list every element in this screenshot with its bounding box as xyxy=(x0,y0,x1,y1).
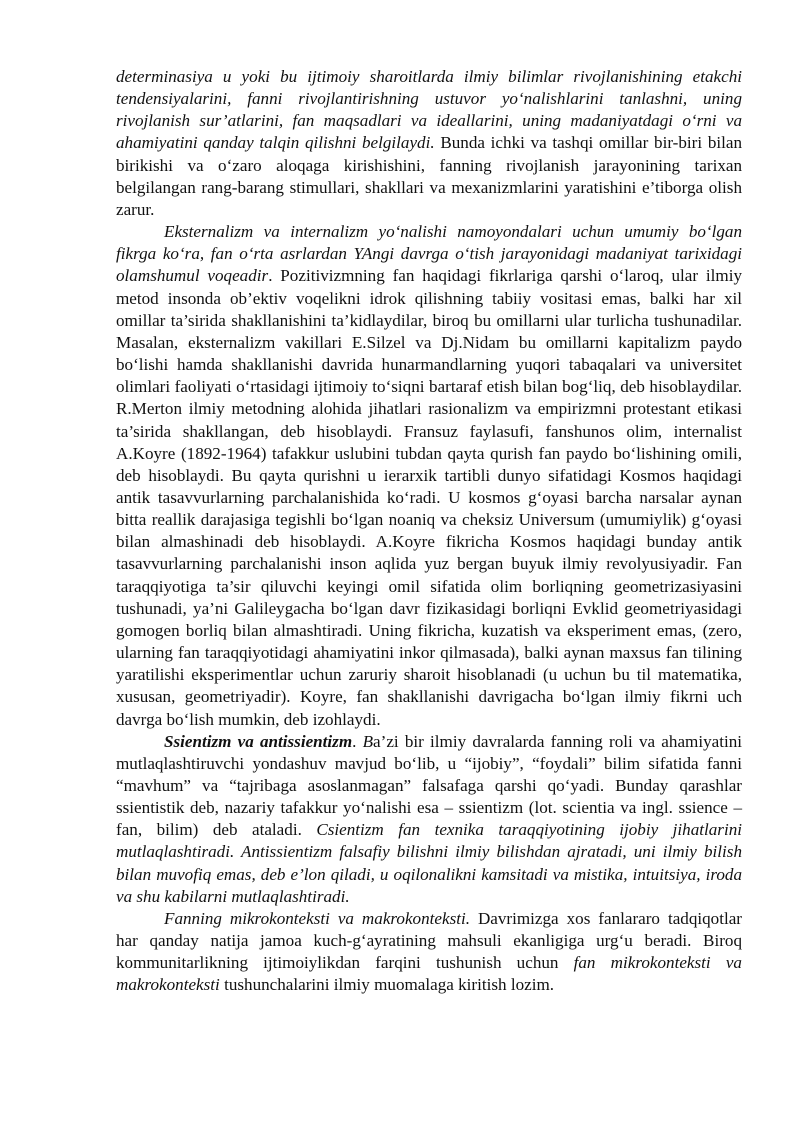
paragraph-3-italic-b: B xyxy=(362,731,374,751)
paragraph-4-italic-term: fan mikrokonteksti va makrokonteksti xyxy=(116,953,742,995)
paragraph-2-body: . Pozitivizmning fan haqidagi fikrlariga qarshi o‘laroq, ular ilmiy metod insonda ob’ektiv voqelikni idrok qilishning tabiiy vositasi emas, balki har xil omillar ta’sirida shakllanishini ta’kidlaydilar, biroq bu omillarni ular turlicha tushunadilar. Masalan, eksternalizm vakillari E.Silzel va Dj.Nidam bu omillarni kapitalizm paydo bo‘lishi hamda shakllanishi davrida hunarmandlarning yuqori tabaqalari va universitet olimlari faoliyati o‘rtasidagi ijtimoiy to‘siqni bartaraf etish bilan bog‘liq, deb hisoblaydilar. R.Merton ilmiy metodning alohida jihatlari rasionalizm va empirizmni protestant etikasi ta’sirida shakllangan, deb hisoblaydi. Fransuz faylasufi, fanshunos olim, internalist A.Koyre (1892-1964) tafakkur uslubini tubdan qayta qurish fan paydo bo‘lishining omili, deb hisoblaydi. Bu qayta qurishni u ierarxik tartibli dunyo sifatidagi Kosmos haqidagi antik tasavvurlarning parchalanishida ko‘radi. U kosmos g‘oyasi barcha narsalar aynan bitta reallik darajasiga tegishli bo‘lgan noaniq va cheksiz Universum (umumiylik) g‘oyasi bilan almashinadi deb hisoblaydi. A.Koyre fikricha Kosmos haqidagi bunday antik tasavvurlarning parchalanishi inson aqlida yuz bergan buyuk ilmiy revolyusiyadir. Fan taraqqiyotiga ta’sir qiluvchi keyingi omil sifatida olim borliqning geometrizasiyasini tushunadi, ya’ni Galileygacha bo‘lgan davr fizikasidagi borliqni Evklid geometriyasidagi gomogen borliq bilan almashtiradi. Uning fikricha, kuzatish va eksperiment emas, (zero, ularning fan taraqqiyotidagi ahamiyatini inkor qilmasada), balki aynan maxsus fan tilining yaratilishi eksperimentlar uchun zaruriy sharoit hisoblanadi (u uchun bu til matematika, xususan, geometriyadir). Koyre, fan shakllanishi davrigacha bo‘lgan ilmiy fikrni uch davrga bo‘lish mumkin, deb izohlaydi. xyxy=(116,266,742,729)
paragraph-3 xyxy=(116,731,742,908)
paragraph-1 xyxy=(116,66,742,221)
paragraph-3-text-b: a’zi bir ilmiy davralarda fanning roli va ahamiyatini mutlaqlashtiruvchi yondashuv mavjud bo‘lib, u “ijobiy”, “foydali” bilim sifatida fanni “mavhum” va “tajribaga asoslanmagan” falsafaga qarshi qo‘yadi. Bunday qarashlar ssientistik deb, nazariy tafakkur yo‘nalishi esa – ssientizm (lot. scientia va ingl. ssience – fan, bilim) deb ataladi. xyxy=(116,731,743,840)
paragraph-4-italic-lead: Fanning mikrokonteksti va makrokonteksti. xyxy=(164,908,470,928)
paragraph-2 xyxy=(116,221,742,731)
paragraph-1-body: Bunda ichki va tashqi omillar bir-biri bilan birikishi va o‘zaro aloqaga kirishishini, fanning rivojlanish jarayonining tarixan belgilangan rang-barang stimullari, shakllari va mexanizmlarini yaratishini e’tiborga olish zarur. xyxy=(116,133,742,219)
paragraph-3-heading: Ssientizm va antissientizm xyxy=(164,731,353,751)
paragraph-3-italic-definition: Csientizm fan texnika taraqqiyotining ijobiy jihatlarini mutlaqlashtiradi. Antissientizm falsafiy bilishni ilmiy bilishdan ajratadi, uni ilmiy bilish bilan muvofiq emas, deb e’lon qiladi, u oqilonalikni kamsitadi va mistika, intuitsiya, iroda va shu kabilarni mutlaqlashtiradi. xyxy=(116,820,742,906)
paragraph-2-italic-lead: Eksternalizm va internalizm yo‘nalishi namoyondalari uchun umumiy bo‘lgan fikrga ko‘ra, fan o‘rta asrlardan YAngi davrga o‘tish jarayonidagi madaniyat tarixidagi olamshumul voqeadir xyxy=(116,222,742,286)
paragraph-1-italic-lead: determinasiya u yoki bu ijtimoiy sharoitlarda ilmiy bilimlar rivojlanishining etakchi tendensiyalarini, fanni rivojlantirishning ustuvor yo‘nalishlarini tanlashni, uning rivojlanish sur’atlarini, fan maqsadlari va ideallarini, uning madaniyatdagi o‘rni va ahamiyatini qanday talqin qilishni belgilaydi. xyxy=(116,67,742,153)
paragraph-4-text-a: Davrimizga xos fanlararo tadqiqotlar har qanday natija jamoa kuch-g‘ayratining mahsuli ekanligiga urg‘u beradi. Biroq kommunitarlikning ijtimoiylikdan farqini tushunish uchun xyxy=(116,908,742,973)
paragraph-3-text-a: . xyxy=(352,731,363,751)
paragraph-4-text-b: tushunchalarini ilmiy muomalaga kiritish lozim. xyxy=(219,975,555,995)
paragraph-4 xyxy=(116,908,742,997)
